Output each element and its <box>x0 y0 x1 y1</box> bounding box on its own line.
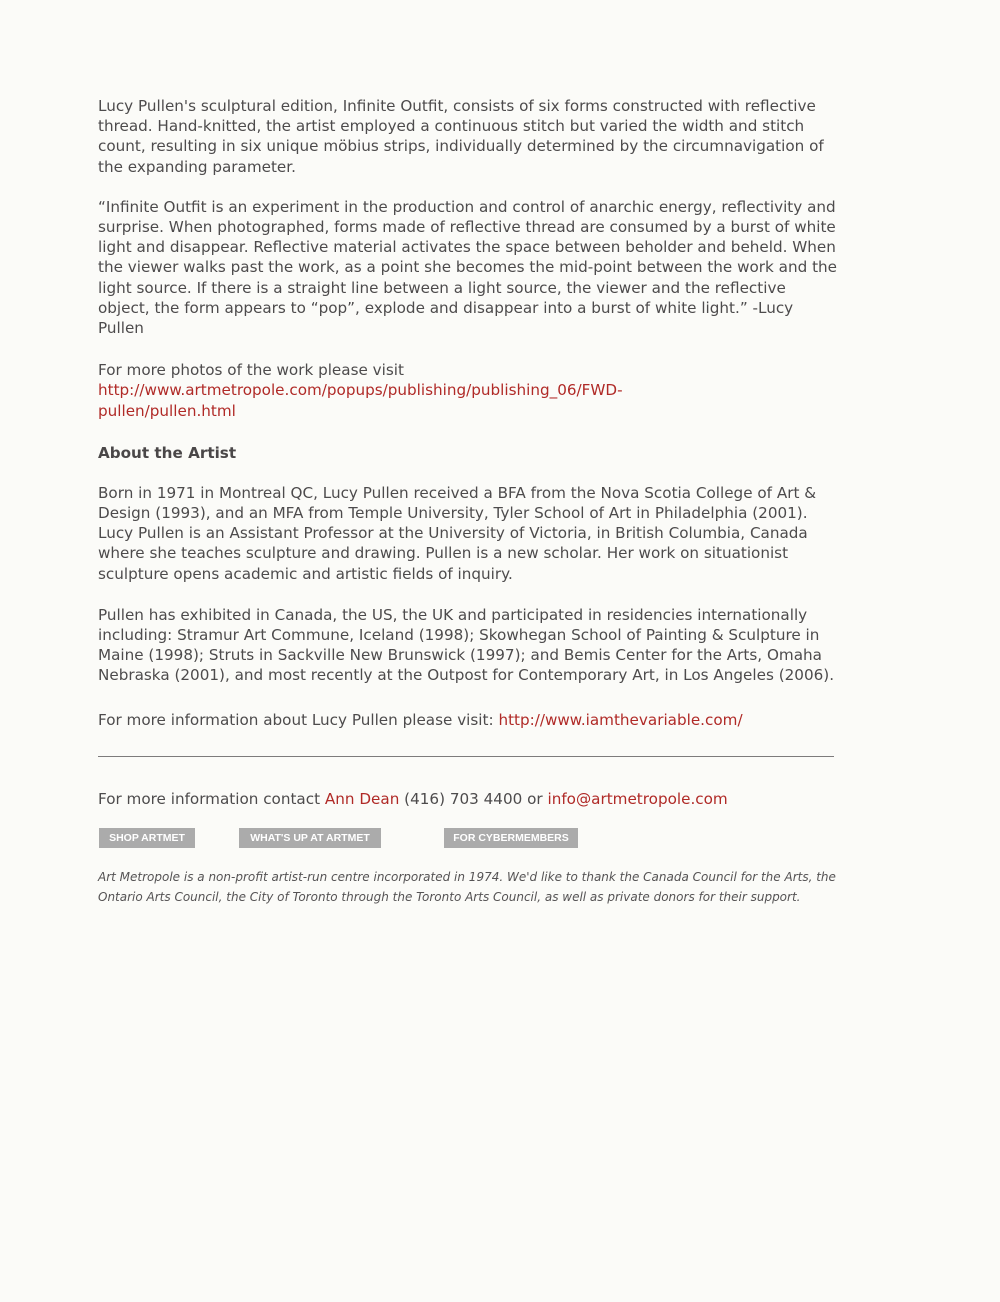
divider <box>98 756 834 757</box>
contact-line <box>98 789 840 809</box>
contact-prefix: For more information contact <box>98 789 321 808</box>
intro-paragraph: Lucy Pullen's sculptural edition, Infinite Outfit, consists of six forms constructed with reflective thread. Hand-knitted, the artist employed a continuous stitch but varied the width and stitch count, resulting in six unique möbius strips, individually determined by the circumnavigation of the expanding parameter. <box>98 97 824 176</box>
whats-up-button[interactable]: WHAT'S UP AT ARTMET <box>239 828 381 848</box>
nav-buttons <box>98 828 840 850</box>
artist-website-link[interactable]: http://www.iamthevariable.com/ <box>498 710 743 729</box>
photos-link-line2: pullen/pullen.html <box>98 401 236 420</box>
photos-link[interactable] <box>98 381 623 419</box>
artist-quote: “Infinite Outfit is an experiment in the production and control of anarchic energy, reflectivity and surprise. When photographed, forms made of reflective thread are consumed by a burst of white light and disappear. Reflective material activates the space between beholder and beheld. When the viewer walks past the work, as a point she becomes the mid-point between the work and the light source. If there is a straight line between a light source, the viewer and the reflective object, the form appears to “pop”, explode and disappear into a burst of white light.” -Lucy Pullen <box>98 197 837 338</box>
cybermembers-button[interactable]: FOR CYBERMEMBERS <box>444 828 578 848</box>
contact-email-link[interactable]: info@artmetropole.com <box>547 789 728 808</box>
contact-name-link[interactable]: Ann Dean <box>324 789 400 808</box>
photos-text: For more photos of the work please visit <box>98 361 404 380</box>
more-info-line <box>98 710 858 730</box>
photos-link-line1: http://www.artmetropole.com/popups/publishing/publishing_06/FWD- <box>98 381 623 400</box>
artist-exhibitions: Pullen has exhibited in Canada, the US, the UK and participated in residencies internationally including: Stramur Art Commune, Iceland (1998); Skowhegan School of Painting & Sculpture in Maine (1998); Struts in Sackville New Brunswick (1997); and Bemis Center for the Arts, Omaha Nebraska (2001), and most recently at the Outpost for Contemporary Art, in Los Angeles (2006). <box>98 605 835 685</box>
shop-artmet-button[interactable]: SHOP ARTMET <box>99 828 195 848</box>
artist-bio: Born in 1971 in Montreal QC, Lucy Pullen received a BFA from the Nova Scotia College of Art & Design (1993), and an MFA from Temple University, Tyler School of Art in Philadelphia (2001). Lucy Pullen is an Assistant Professor at the University of Victoria, in British Columbia, Canada where she teaches sculpture and drawing. Pullen is a new scholar. Her work on situationist sculpture opens academic and artistic fields of inquiry. <box>98 483 817 583</box>
about-heading: About the Artist <box>98 443 237 462</box>
contact-phone: (416) 703 4400 or <box>404 789 543 808</box>
more-info-text: For more information about Lucy Pullen please visit: <box>98 710 494 729</box>
footer-note: Art Metropole is a non-profit artist-run centre incorporated in 1974. We'd like to thank the Canada Council for the Arts, the Ontario Arts Council, the City of Toronto through the Toronto Arts Council, as well as private donors for their support. <box>98 869 836 904</box>
photos-section <box>98 360 840 421</box>
